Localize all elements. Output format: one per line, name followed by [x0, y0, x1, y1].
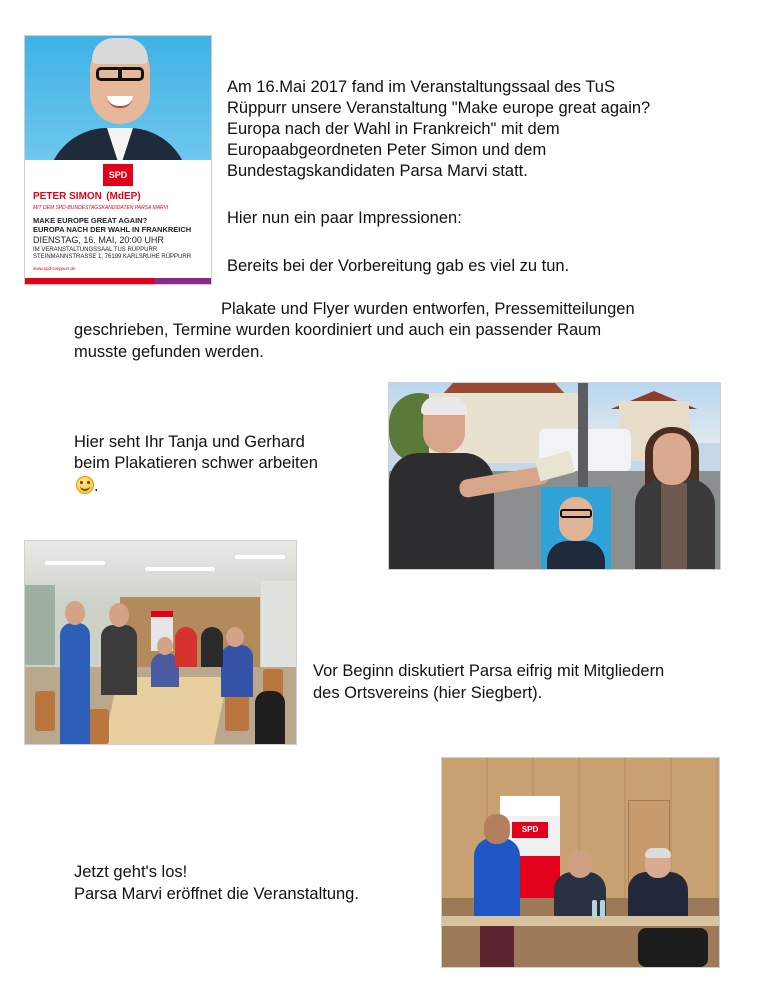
- stage-banner: SPD: [500, 796, 560, 926]
- event-poster-image: [25, 36, 211, 284]
- plakate-text-line: musste gefunden werden.: [74, 343, 264, 361]
- poster-url: www.spd-rueppurr.de: [33, 266, 76, 271]
- tanja-text-line: Hier seht Ihr Tanja und Gerhard: [74, 433, 305, 451]
- photo-plakatieren: [389, 383, 720, 569]
- preparation-text: Bereits bei der Vorbereitung gab es viel zu tun.: [227, 257, 570, 275]
- photo-opening: [442, 758, 719, 967]
- beginn-text-line: des Ortsvereins (hier Siegbert).: [313, 684, 543, 702]
- poster-color-strip: [25, 278, 211, 284]
- los-text-line: Parsa Marvi eröffnet die Veranstaltung.: [74, 885, 359, 903]
- poster-line: MAKE EUROPE GREAT AGAIN?: [33, 216, 148, 225]
- poster-portrait: [25, 36, 211, 160]
- photo-hall-discussion: [25, 541, 296, 744]
- intro-paragraph: Am 16.Mai 2017 fand im Veranstaltungssaal des TuS Rüppurr unsere Veranstaltung "Make europe great again? Europa nach der Wahl in Frankreich" mit dem Europaabgeordneten Peter Simon und dem Bundestagskandidaten Parsa Marvi statt.: [227, 78, 651, 180]
- poster-line: DIENSTAG, 16. MAI, 20:00 UHR: [33, 235, 164, 245]
- smiley-icon: [76, 476, 94, 494]
- spd-logo: SPD: [103, 164, 133, 186]
- poster-name: PETER SIMON (MdEP): [33, 191, 141, 202]
- impressions-heading: Hier nun ein paar Impressionen:: [227, 209, 462, 227]
- tanja-text-line: .: [74, 476, 99, 497]
- beginn-text-line: Vor Beginn diskutiert Parsa eifrig mit Mitgliedern: [313, 662, 665, 680]
- poster-subtitle: MIT DEM SPD-BUNDESTAGSKANDIDATEN PARSA MARVI: [33, 205, 169, 211]
- plakate-text-line: Plakate und Flyer wurden entworfen, Pressemitteilungen: [221, 300, 635, 318]
- los-text-line: Jetzt geht's los!: [74, 863, 188, 881]
- tanja-text-line: beim Plakatieren schwer arbeiten: [74, 454, 318, 472]
- plakate-text-line: geschrieben, Termine wurden koordiniert und auch ein passender Raum: [74, 321, 602, 339]
- poster-line: IM VERANSTALTUNGSSAAL TUS RÜPPURR: [33, 247, 158, 253]
- poster-line: STEINMANNSTRASSE 1, 76199 KARLSRUHE RÜPPURR: [33, 254, 192, 260]
- poster-line: EUROPA NACH DER WAHL IN FRANKREICH: [33, 225, 192, 234]
